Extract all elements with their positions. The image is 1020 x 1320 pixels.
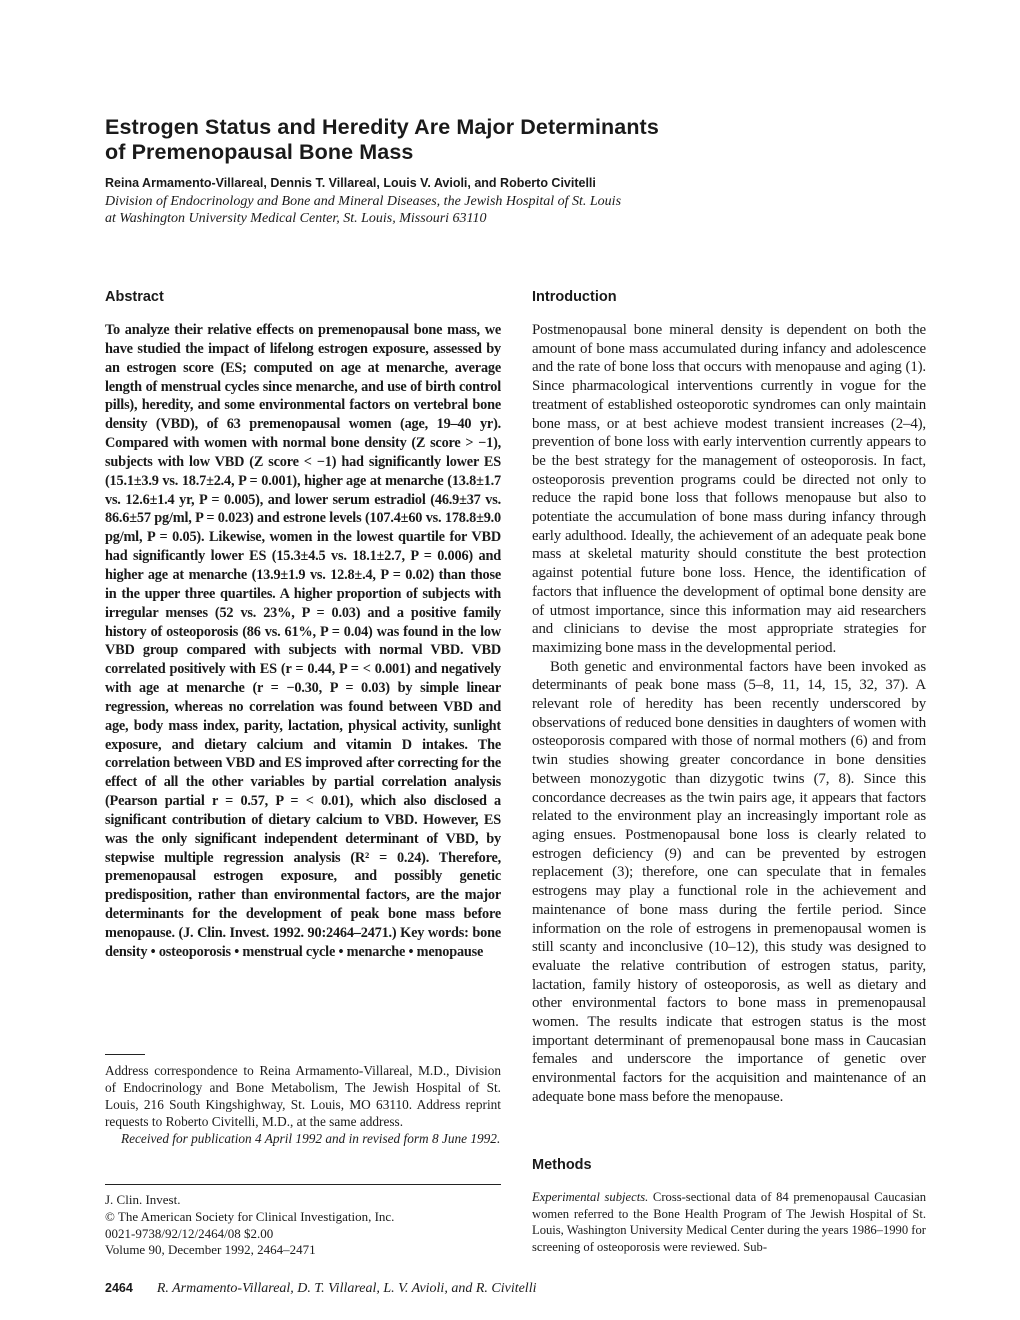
journal-info-divider (105, 1184, 501, 1185)
page-footer (105, 1281, 536, 1297)
correspondence-address: Address correspondence to Reina Armamento-Villareal, M.D., Division of Endocrinology and Bone Metabolism, The Jewish Hospital of St. Louis, 216 South Kingshighway, St. Louis, MO 63110. Address reprint requests to Roberto Civitelli, M.D., at the same address. (105, 1063, 501, 1129)
volume-info: Volume 90, December 1992, 2464–2471 (105, 1242, 316, 1258)
running-authors: R. Armamento-Villareal, D. T. Villareal, L. V. Avioli, and R. Civitelli (156, 1281, 537, 1296)
introduction-heading: Introduction (532, 289, 617, 305)
methods-lead: Experimental subjects. (532, 1190, 649, 1204)
received-date: Received for publication 4 April 1992 and in revised form 8 June 1992. (121, 1131, 501, 1146)
methods-text: Cross-sectional data of 84 premenopausal Caucasian women referred to the Bone Health Program of The Jewish Hospital of St. Louis, Washington University Medical Center during the years 1986–1990 for screening of osteoporosis were reviewed. Sub- (532, 1190, 926, 1254)
article-title (105, 115, 865, 165)
journal-info (105, 1192, 394, 1259)
title-line-1: Estrogen Status and Heredity Are Major Determinants (105, 115, 659, 139)
introduction-section (532, 321, 926, 1107)
intro-paragraph-1: Postmenopausal bone mineral density is dependent on both the amount of bone mass accumulated during infancy and adolescence and the rate of bone loss that occurs with menopause and aging (1). Since pharmacological interventions currently in vogue for the treatment of established osteoporotic syndromes can only maintain bone mass, or at best achieve modest transient increases (2–4), prevention of bone loss with early intervention currently appears to be the best strategy for the management of osteoporosis. In fact, osteoporosis prevention programs could be directed not only to reduce the rapid bone loss that follows menopause but also to potentiate the accumulation of bone mass during infancy through early adulthood. Ideally, the achievement of an adequate peak bone mass at skeletal maturity should constitute the best protection against potential future bone loss. Hence, the identification of factors that influence the development of optimal bone density are of utmost importance, since this information may aid researchers and clinicians to devise the most appropriate strategies for maximizing bone mass in the developmental period. (532, 322, 926, 656)
copyright: © The American Society for Clinical Investigation, Inc. (105, 1208, 395, 1224)
affiliation-line-1: Division of Endocrinology and Bone and Mineral Diseases, the Jewish Hospital of St. Louis (105, 194, 622, 209)
footnote-divider (105, 1054, 145, 1055)
methods-heading: Methods (532, 1157, 592, 1173)
affiliation (105, 193, 805, 227)
correspondence-footnote (105, 1062, 501, 1147)
journal-name: J. Clin. Invest. (105, 1192, 181, 1207)
abstract-text: To analyze their relative effects on premenopausal bone mass, we have studied the impact of lifelong estrogen exposure, assessed by an estrogen score (ES; computed on age at menarche, average length of menstrual cycles since menarche, and use of birth control pills), heredity, and some environmental factors on vertebral bone density (VBD), of 63 premenopausal women (age, 19–40 yr). Compared with women with normal bone density (Z score > −1), subjects with low VBD (Z score < −1) had significantly lower ES (15.1±3.9 vs. 18.7±2.4, P = 0.001), higher age at menarche (13.8±1.7 vs. 12.6±1.4 yr, P = 0.005), and lower serum estradiol (46.9±37 vs. 86.6±57 pg/ml, P = 0.023) and estrone levels (107.4±60 vs. 178.8±9.0 pg/ml, P = 0.05). Likewise, women in the lowest quartile for VBD had significantly lower ES (15.3±4.5 vs. 18.1±2.7, P = 0.006) and higher age at menarche (13.9±1.9 vs. 12.8±.4, P = 0.02) than those in the upper three quartiles. A higher proportion of subjects with irregular menses (52 vs. 23%, P = 0.03) and a positive family history of osteoporosis (86 vs. 61%, P = 0.04) was found in the low VBD group compared with subjects with normal VBD. VBD correlated positively with ES (r = 0.44, P = < 0.001) and negatively with age at menarche (r = −0.30, P = 0.03) by simple linear regression, whereas no correlation was found between VBD and age, body mass index, parity, lactation, physical activity, sunlight exposure, and dietary calcium and vitamin D intakes. The correlation between VBD and ES improved after correcting for the effect of all the other variables by partial correlation analysis (Pearson partial r = 0.57, P = < 0.01), which also disclosed a significant contribution of dietary calcium to VBD. However, ES was the only significant independent determinant of VBD, by stepwise multiple regression analysis (R² = 0.24). Therefore, premenopausal estrogen exposure, and possibly genetic predisposition, rather than environmental factors, are the major determinants for the development of peak bone mass before menopause. (J. Clin. Invest. 1992. 90:2464–2471.) Key words: bone density • osteoporosis • menstrual cycle • menarche • menopause (105, 322, 501, 960)
page-number: 2464 (105, 1281, 133, 1295)
intro-paragraph-2: Both genetic and environmental factors have been invoked as determinants of peak bone mass (5–8, 11, 14, 15, 32, 37). A relevant role of heredity has been recently underscored by observations of reduced bone densities in daughters of women with osteoporosis compared with those of normal mothers (6) and from twin studies showing greater concordance in bone densities between monozygotic than dizygotic twins (7, 8). Since this concordance decreases as the twin pairs age, it appears that factors related to the environment play an increasingly important role as aging ensues. Postmenopausal bone loss is clearly related to estrogen deficiency (9) and can be prevented by estrogen replacement (3); therefore, one can speculate that in females estrogens may play a functional role in the achievement and maintenance of bone mass during the fertile period. Since information on the role of estrogens in premenopausal women is still scanty and inconclusive (10–12), this study was designed to evaluate the relative contribution of estrogen status, parity, lactation, family history of osteoporosis, as well as dietary and other environmental factors to bone mass in premenopausal women. The results indicate that estrogen status is the most important determinant of premenopausal bone mass in Caucasian females and underscore the importance of genetic over environmental factors for the acquisition and maintenance of an adequate bone mass before the menopause. (532, 658, 926, 1105)
title-line-2: of Premenopausal Bone Mass (105, 140, 414, 164)
methods-section (532, 1189, 926, 1255)
methods-paragraph (532, 1189, 926, 1255)
affiliation-line-2: at Washington University Medical Center, St. Louis, Missouri 63110 (105, 211, 487, 226)
issn: 0021-9738/92/12/2464/08 $2.00 (105, 1225, 274, 1241)
abstract-section (105, 321, 501, 962)
abstract-heading: Abstract (105, 289, 164, 305)
author-list: Reina Armamento-Villareal, Dennis T. Villareal, Louis V. Avioli, and Roberto Civitelli (105, 176, 596, 190)
